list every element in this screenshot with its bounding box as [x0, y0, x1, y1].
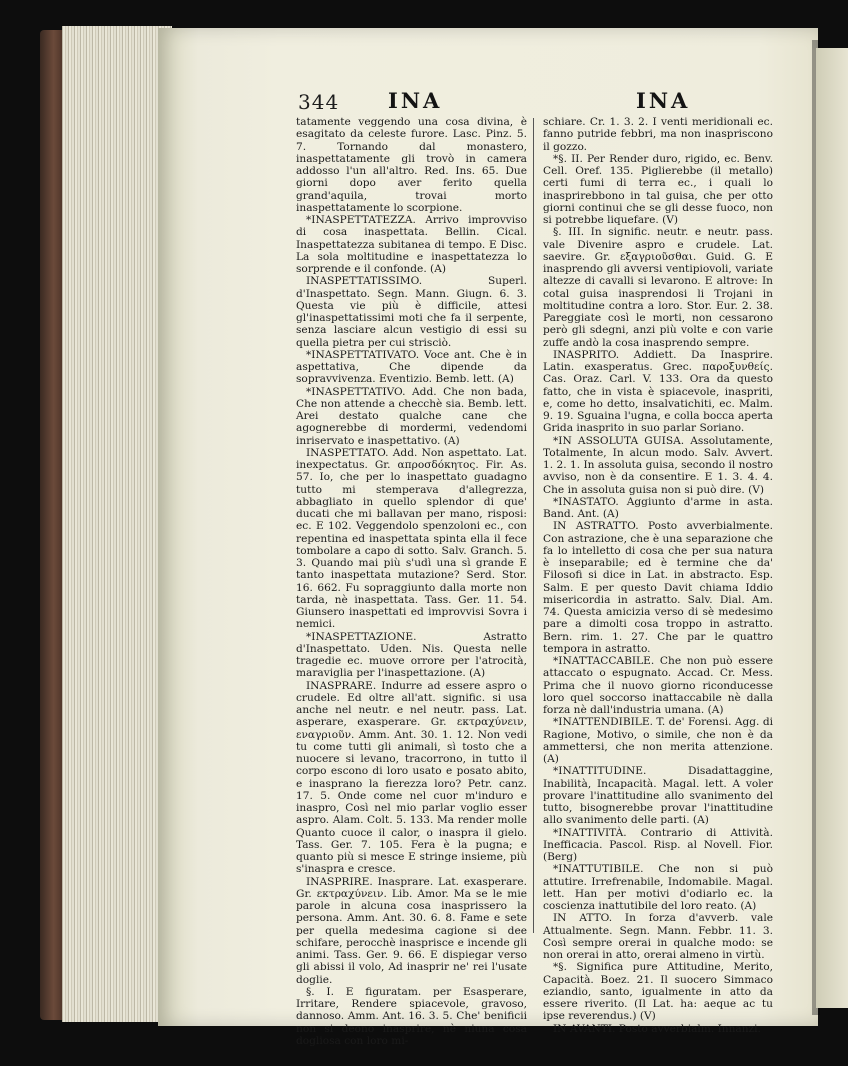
entry-inattendibile: *INATTENDIBILE. T. de' Forensi. Agg. di Ragione, Motivo, o simile, che non è da ammettersi, che non merita attenzione. (A): [543, 716, 773, 765]
entry-inattaccabile: *INATTACCABILE. Che non può essere attaccato o espugnato. Accad. Cr. Mess. Prima che il nuovo giorno riconducesse loro quel soccorso inattaccabile nè dalla forza nè dall'industria umana. (A): [543, 655, 773, 716]
entry-inaspettazione: *INASPETTAZIONE. Astratto d'Inaspettato. Uden. Nis. Questa nelle tragedie ec. muove orrore per l'atrocità, maraviglia per l'inaspettazione. (A): [296, 630, 527, 680]
entry-in-assoluta-guisa: *IN ASSOLUTA GUISA. Assolutamente, Totalmente, In alcun modo. Salv. Avvert. 1. 2. 1. In assoluta guisa, secondo il nostro avviso, non è da consentire. E 1. 3. 4. 4. Che in assoluta guisa non si può dire. (V): [543, 434, 773, 496]
entry-inattitudine: *INATTITUDINE. Disadattaggine, Inabilità, Incapacità. Magal. lett. A voler provare l'inattitudine allo svanimento del tutto, bisognerebbe provar l'inattitudine allo svanimento delle parti. (A): [543, 765, 773, 827]
page-edges: [62, 26, 172, 1022]
facing-page-edge: [816, 48, 848, 1008]
entry-in-astratto: IN ASTRATTO. Posto avverbialmente. Con astrazione, che è una separazione che fa lo intelletto di cosa che per sua natura è inseparabile; ed è termine che da' Filosofi si dice in Lat. in abstracto. Esp. Salm. E per questo Davit chiama Iddio misericordia in astratto. Salv. Dial. Am. 74. Questa amicizia verso di sè medesimo pare a dimolti cosa troppo in astratto. Bern. rim. 1. 27. Che par le quattro tempora in astratto.: [543, 520, 773, 655]
entry-continuation: tatamente veggendo una cosa divina, è esagitato da celeste furore. Lasc. Pinz. 5. 7. Tornando dal monastero, inaspettatamente gli trovò in camera addosso l'un all'altro. Red. Ins. 65. Due giorni dopo aver ferito quella grand'aquila, trovai morto inaspettatamente lo scorpione.: [296, 116, 527, 214]
entry-in-atto-sense: *§. Significa pure Attitudine, Merito, Capacità. Boez. 21. Il suocero Simmaco eziandio, santo, igualmente in atto da essere riverito. (Il Lat. ha: aeque ac tu ipse reverendus.) (V): [543, 961, 773, 1023]
entry-inaspettativo: *INASPETTATIVO. Add. Che non bada, Che non attende a checchè sia. Bemb. lett. Arei destato qualche cane che agognerebbe di mordermi, vedendomi inriservato e inaspettativo. (A): [296, 385, 527, 447]
entry-in-avanti: IN AVANTI. Posto avverbialm. Innanzi.: [553, 1022, 761, 1035]
page-number: 344: [298, 90, 340, 114]
entry-inasprare: INASPRARE. Indurre ad essere aspro o crudele. Ed oltre all'att. signific. si usa anche nel neutr. e nel neutr. pass. Lat. asperare, exasperare. Gr. εκτραχύνειν, εναγριοῦν. Amm. Ant. 30. 1. 12. Non vedi tu come tutti gli animali, sì tosto che a nuocere si levano, tracorrono, in tutto il corpo escono di loro usato e posato abito, e inasprano la fierezza loro? Petr. canz. 17. 5. Onde come nel cuor m'induro e inaspro, Così nel mio parlar voglio esser aspro. Alam. Colt. 5. 133. Ma render molle Quanto cuoce il calor, o inaspra il gielo. Tass. Ger. 7. 105. Fera è la pugna; e quanto più si mesce E stringe insieme, più s'inaspra e cresce.: [296, 679, 527, 876]
column-divider: [533, 118, 534, 933]
entry-continuation: schiare. Cr. 1. 3. 2. I venti meridionali ec. fanno putride febbri, ma non inaspriscono il gozzo.: [543, 116, 773, 153]
right-column: [543, 116, 773, 1035]
entry-inaspettato: INASPETTATO. Add. Non aspettato. Lat. inexpectatus. Gr. απροσδόκητος. Fir. As. 57. Io, che per lo inaspettato guadagno tutto mi stemperava d'allegrezza, abbagliato in quello splendor di que' ducati che mi ballavan per mano, risposi: ec. E 102. Veggendolo spenzoloni ec., con repentina ed inaspettata spinta ella il fece tombolare a capo di sotto. Salv. Granch. 5. 3. Quando mai più s'udì una sì grande E tanto inaspettata mutazione? Serd. Stor. 16. 662. Fu sopraggiunto dalla morte non tarda, nè inaspettata. Tass. Ger. 11. 54. Giunsero inaspettati ed improvvisi Sovra i nemici.: [296, 446, 527, 631]
entry-inaspettatezza: *INASPETTATEZZA. Arrivo improvviso di cosa inaspettata. Bellin. Cical. Inaspettatezza subitanea di tempo. E Disc. La sola moltitudine e inaspettatezza lo sorprende e il confonde. (A): [296, 214, 527, 275]
entry-inaspettatissimo: INASPETTATISSIMO. Superl. d'Inaspettato. Segn. Mann. Giugn. 6. 3. Questa vie più è difficile, attesi gl'inaspettatissimi moti che fa il serpente, senza lasciare alcun vestigio di essi su quella pietra per cui strisciò.: [296, 275, 527, 349]
entry-inasprito: INASPRITO. Addiett. Da Inasprire. Latin. exasperatus. Grec. παροξυνθείς. Cas. Oraz. Carl. V. 133. Ora da questo fatto, che in vista è spiacevole, inaspriti, e, come ho detto, insalvatichiti, ec. Malm. 9. 19. Sguaina l'ugna, e colla bocca aperta Grida inasprito in suo parlar Soriano.: [543, 348, 773, 435]
left-column: [296, 116, 527, 1047]
entry-inaspettativato: *INASPETTATIVATO. Voce ant. Che è in aspettativa, Che dipende da sopravvivenza. Eventizio. Bemb. lett. (A): [296, 348, 527, 386]
entry-inasprire-sense-2: *§. II. Per Render duro, rigido, ec. Benv. Cell. Oref. 135. Piglierebbe (il metallo) certi fumi di terra ec., i quali lo inasprirebbono in tal guisa, che per otto giorni continui che se gli desse fuoco, non si potrebbe liquefare. (V): [543, 152, 773, 226]
entry-inattivita: *INATTIVITÀ. Contrario di Attività. Inefficacia. Pascol. Risp. al Novell. Fior. (Berg): [543, 826, 773, 863]
running-head-right: INA: [636, 88, 691, 113]
entry-inasprire-sense-3: §. III. In signific. neutr. e neutr. pass. vale Divenire aspro e crudele. Lat. saevire. Gr. εξαγριοῦσθαι. Guid. G. E inasprendo gli avversi ventipiovoli, variate altezze di cavalli si levarono. E altrove: In cotal guisa inasprendosi li Trojani in moltitudine contra a loro. Stor. Eur. 2. 38. Pareggiate così le morti, non cessarono però gli sdegni, anzi più volte e con varie zuffe andò la cosa inasprendo sempre.: [543, 226, 773, 349]
running-head-left: INA: [388, 88, 443, 113]
entry-inastato: *INASTATO. Aggiunto d'arme in asta. Band. Ant. (A): [543, 495, 773, 520]
entry-in-atto: IN ATTO. In forza d'avverb. vale Attualmente. Segn. Mann. Febbr. 11. 3. Così sempre orerai in qualche modo: se non orerai in atto, orerai almeno in virtù.: [543, 912, 773, 961]
entry-inasprire: INASPRIRE. Inasprare. Lat. exasperare. Gr. εκτραχύνειν. Lib. Amor. Ma se le mie parole in alcuna cosa inasprissero la persona. Amm. Ant. 30. 6. 8. Fame e sete per quella medesima cagione si dee schifare, perocchè inasprisce e incende gli animi. Tass. Ger. 9. 66. E dispiegar verso gli abissi il volo, Ad inasprir ne' rei l'usate doglie.: [296, 875, 527, 986]
entry-inattutibile: *INATTUTIBILE. Che non si può attutire. Irrefrenabile, Indomabile. Magal. lett. Han per motivi d'odiarlo ec. la coscienza inattutibile del loro reato. (A): [543, 863, 773, 912]
entry-inasprire-sense-1: §. I. E figuratam. per Esasperare, Irritare, Rendere spiacevole, gravoso, dannoso. Amm. Ant. 16. 3. 5. Che' benificii non si deono inasprire, nè niuna cosa dogliosa con loro mi-: [296, 985, 527, 1047]
